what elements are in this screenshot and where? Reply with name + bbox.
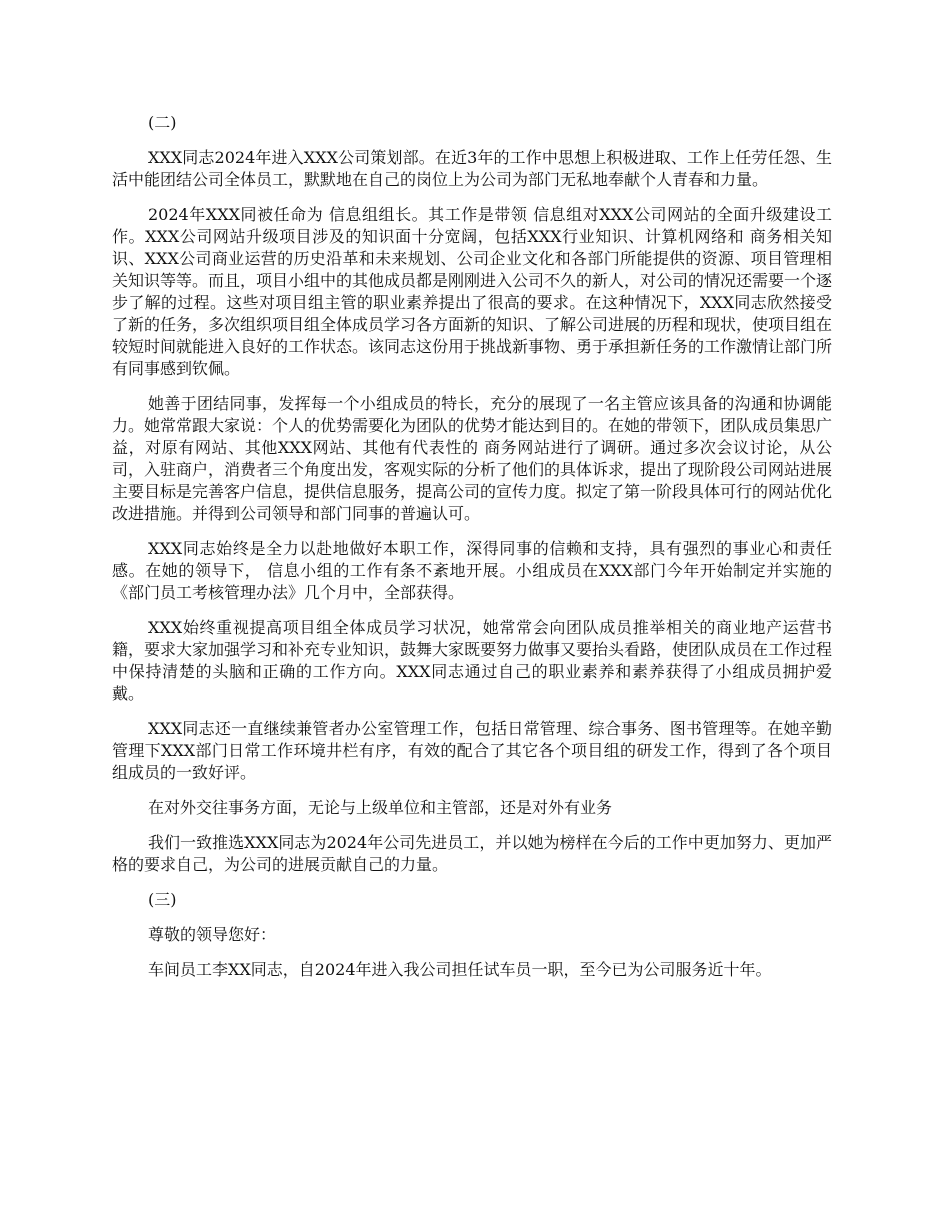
paragraph: 在对外交往事务方面，无论与上级单位和主管部，还是对外有业务 [148, 798, 613, 817]
paragraph: XXX始终重视提高项目组全体成员学习状况，她常常会向团队成员推举相关的商业地产运营书籍，要求大家加强学习和补充专业知识，鼓舞大家既要努力做事又要抬头看路，使团队成员在工作过程中保持清楚的头脑和正确的工作方向。XXX同志通过自己的职业素养和素养获得了小组成员拥护爱戴。 [112, 618, 833, 703]
paragraph: XXX同志2024年进入XXX公司策划部。在近3年的工作中思想上积极进取、工作上任劳任怨、生活中能团结公司全体员工，默默地在自己的岗位上为公司为部门无私地奉献个人青春和力量。 [112, 148, 832, 189]
paragraph: 车间员工李XX同志，自2024年进入我公司担任试车员一职，至今已为公司服务近十年。 [148, 960, 772, 979]
paragraph: XXX同志还一直继续兼管者办公室管理工作，包括日常管理、综合事务、图书管理等。在她辛勤管理下XXX部门日常工作环境井栏有序，有效的配合了其它各个项目组的研发工作，得到了各个项目组成员的一致好评。 [112, 719, 832, 782]
paragraph: 2024年XXX同被任命为 信息组组长。其工作是带领 信息组对XXX公司网站的全面升级建设工作。XXX公司网站升级项目涉及的知识面十分宽阔，包括XXX行业知识、计算机网络和 商务相关知识、XXX公司商业运营的历史沿革和未来规划、公司企业文化和各部门所能提供的资源、项目管理相关知识等等。而且，项目小组中的其他成员都是刚刚进入公司不久的新人，对公司的情况还需要一个逐步了解的过程。这些对项目组主管的职业素养提出了很高的要求。在这种情况下，XXX同志欣然接受了新的任务，多次组织项目组全体成员学习各方面新的知识、了解公司进展的历程和现状，使项目组在较短时间就能进入良好的工作状态。该同志这份用于挑战新事物、勇于承担新任务的工作激情让部门所有同事感到钦佩。 [112, 205, 833, 378]
document-page [112, 112, 832, 994]
section-heading-2: (二) [148, 113, 177, 132]
section-heading-3: (三) [148, 890, 177, 909]
paragraph: 我们一致推选XXX同志为2024年公司先进员工，并以她为榜样在今后的工作中更加努力、更加严格的要求自己，为公司的进展贡献自己的力量。 [112, 833, 832, 874]
salutation: 尊敬的领导您好： [148, 925, 277, 944]
paragraph: XXX同志始终是全力以赴地做好本职工作，深得同事的信赖和支持，具有强烈的事业心和责任感。在她的领导下， 信息小组的工作有条不紊地开展。小组成员在XXX部门今年开始制定并实施的《部门员工考核管理办法》几个月中，全部获得。 [112, 539, 832, 602]
paragraph: 她善于团结同事，发挥每一个小组成员的特长，充分的展现了一名主管应该具备的沟通和协调能力。她常常跟大家说：个人的优势需要化为团队的优势才能达到目的。在她的带领下，团队成员集思广益，对原有网站、其他XXX网站、其他有代表性的 商务网站进行了调研。通过多次会议讨论，从公司，入驻商户，消费者三个角度出发，客观实际的分析了他们的具体诉求，提出了现阶段公司网站进展主要目标是完善客户信息，提供信息服务，提高公司的宣传力度。拟定了第一阶段具体可行的网站优化改进措施。并得到公司领导和部门同事的普遍认可。 [112, 394, 833, 523]
